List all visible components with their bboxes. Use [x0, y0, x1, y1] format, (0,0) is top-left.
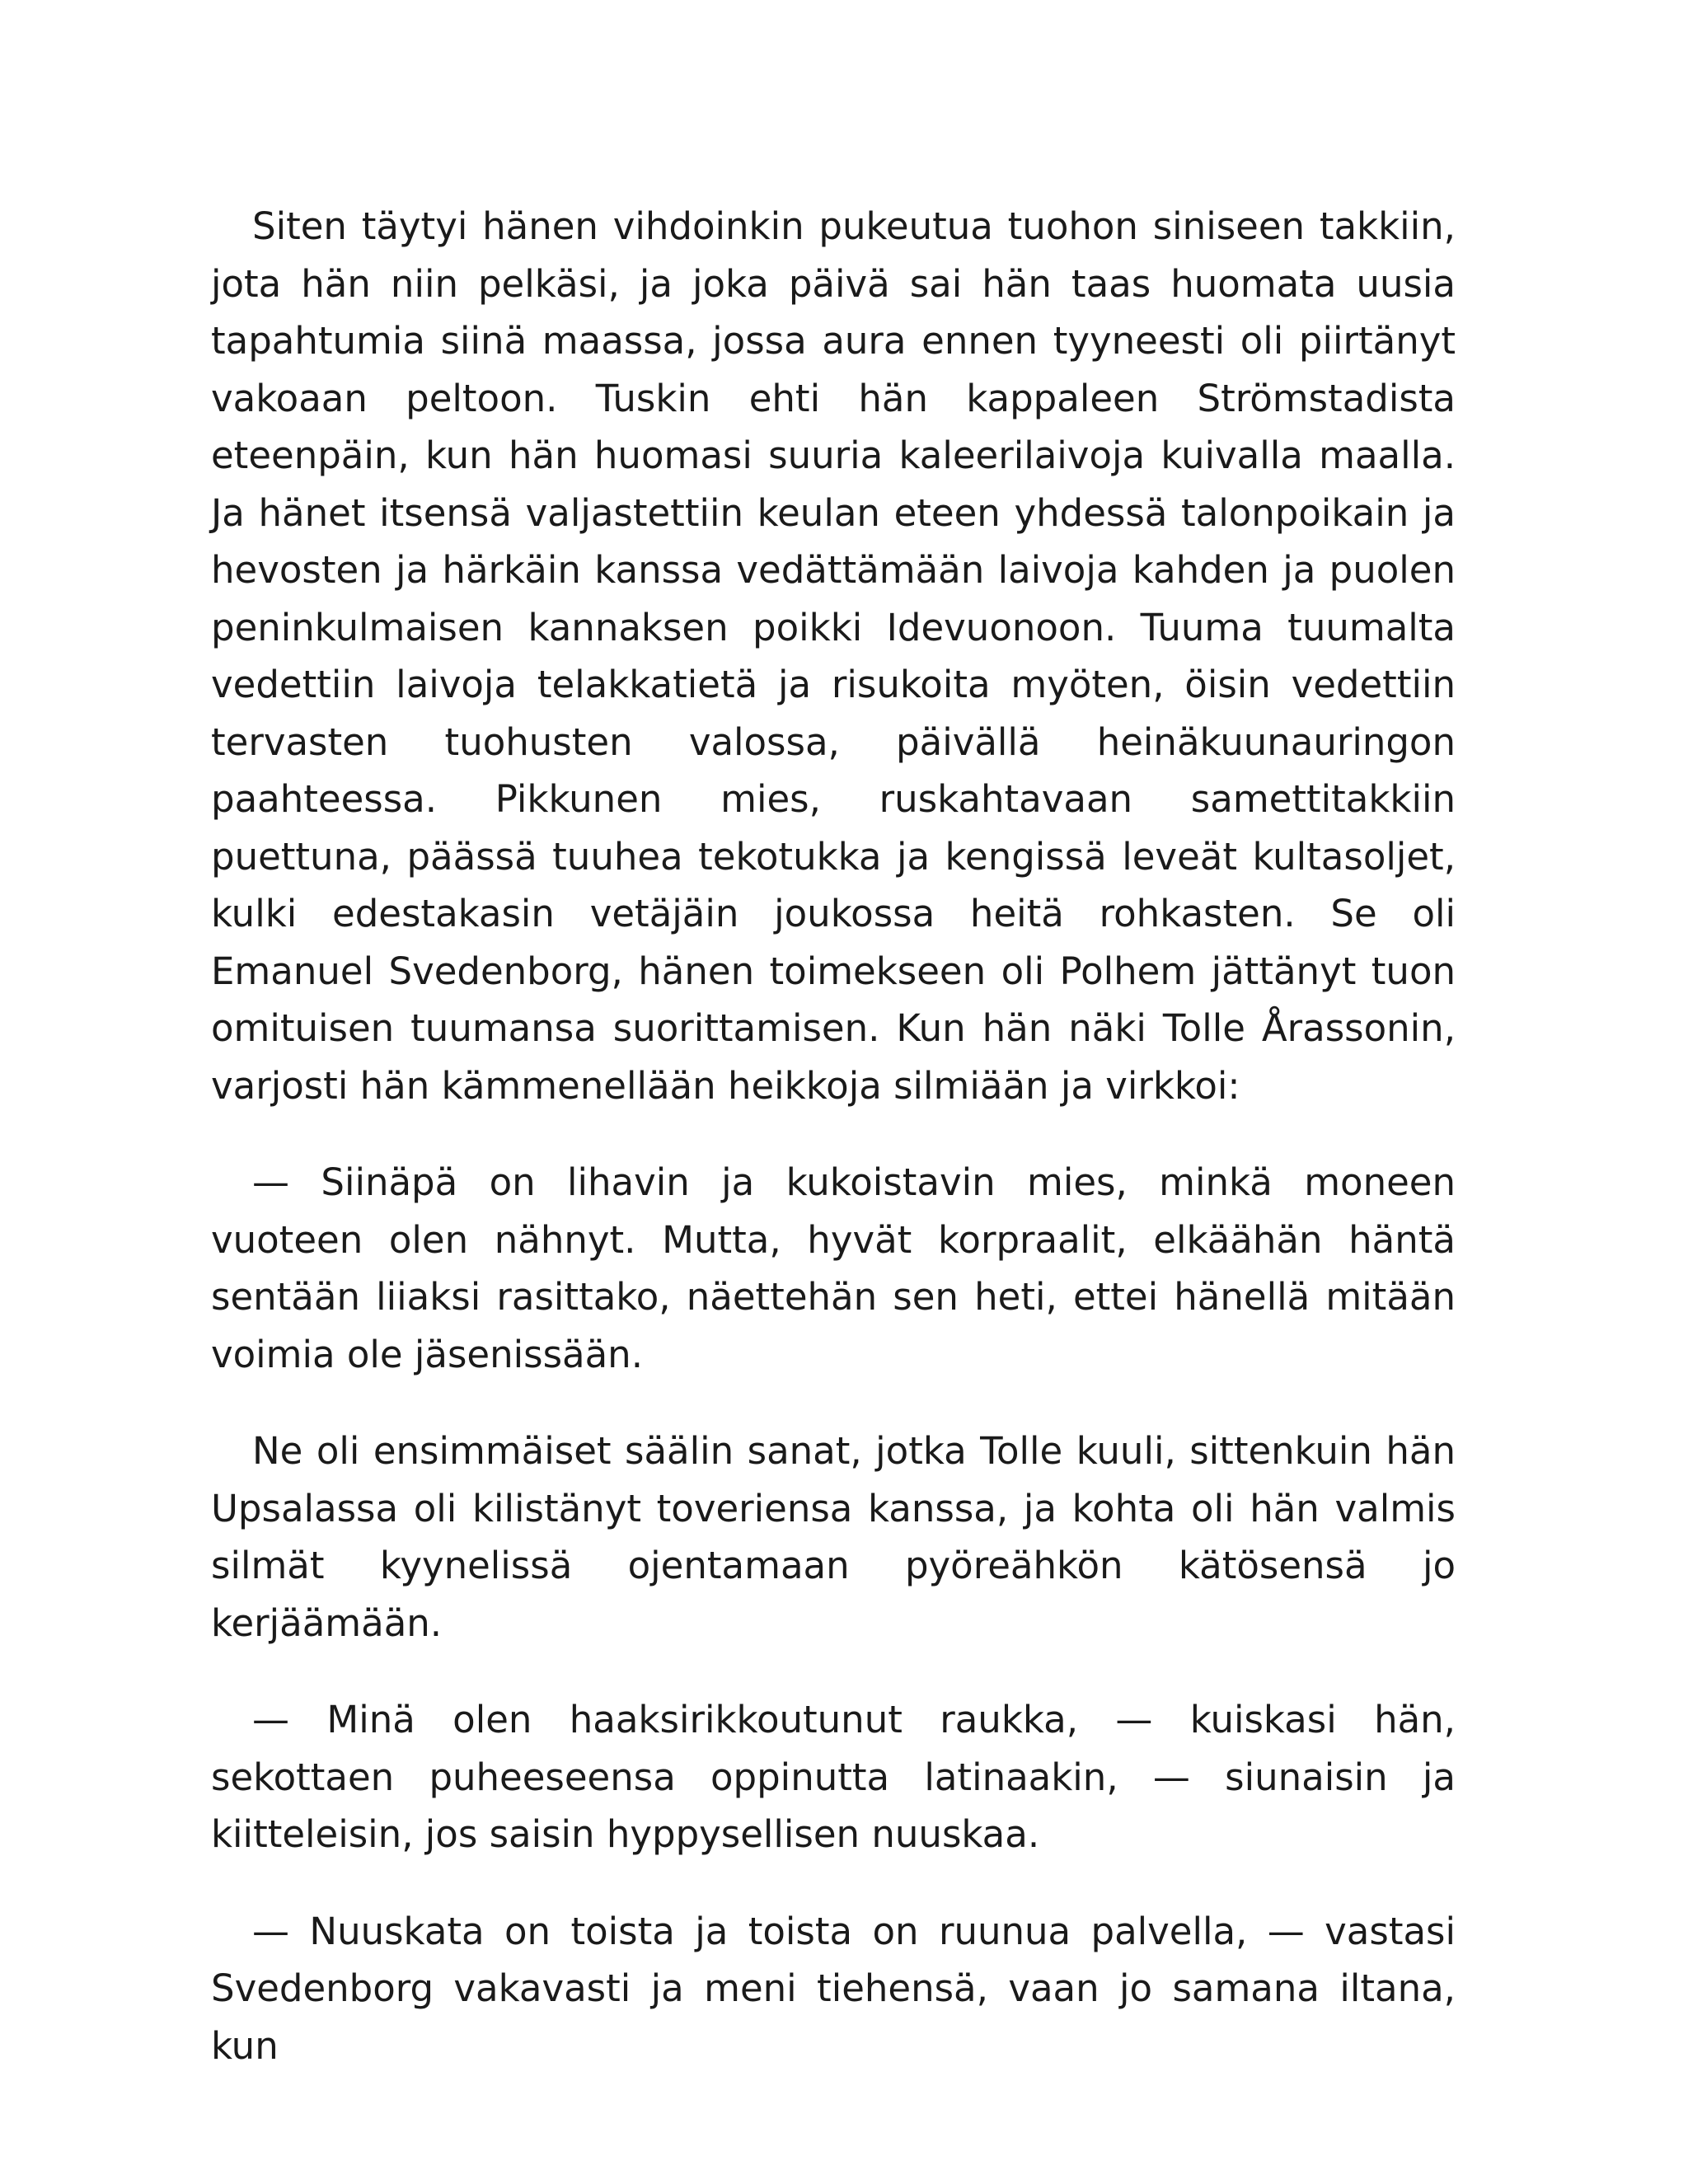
paragraph: — Minä olen haaksirikkoutunut raukka, — kuiskasi hän, sekottaen puheeseensa oppinutta latinaakin, — siunaisin ja kiitteleisin, jos saisin hyppysellisen nuuskaa.: [211, 1698, 1456, 1856]
paragraph: — Siinäpä on lihavin ja kukoistavin mies, minkä moneen vuoteen olen nähnyt. Mutta, hyvät korpraalit, elkäähän häntä sentään liiaksi rasittako, näettehän sen heti, ettei hänellä mitään voimia ole jäsenissään.: [211, 1160, 1456, 1376]
paragraph: Siten täytyi hänen vihdoinkin pukeutua tuohon siniseen takkiin, jota hän niin pelkäsi, ja joka päivä sai hän taas huomata uusia tapahtumia siinä maassa, jossa aura ennen tyyneesti oli piirtänyt vakoaan peltoon. Tuskin ehti hän kappaleen Strömstadista eteenpäin, kun hän huomasi suuria kaleerilaivoja kuivalla maalla. Ja hänet itsensä valjastettiin keulan eteen yhdessä talonpoikain ja hevosten ja härkäin kanssa vedättämään laivoja kahden ja puolen peninkulmaisen kannaksen poikki Idevuonoon. Tuuma tuumalta vedettiin laivoja telakkatietä ja risukoita myöten, öisin vedettiin tervasten tuohusten valossa, päivällä heinäkuunauringon paahteessa. Pikkunen mies, ruskahtavaan samettitakkiin puettuna, päässä tuuhea tekotukka ja kengissä leveät kultasoljet, kulki edestakasin vetäjäin joukossa heitä rohkasten. Se oli Emanuel Svedenborg, hänen toimekseen oli Polhem jättänyt tuon omituisen tuumansa suorittamisen. Kun hän näki Tolle Årassonin, varjosti hän kämmenellään heikkoja silmiään ja virkkoi:: [211, 204, 1456, 1108]
page-text: [211, 198, 1456, 2074]
paragraph: Ne oli ensimmäiset säälin sanat, jotka Tolle kuuli, sittenkuin hän Upsalassa oli kilistänyt toveriensa kanssa, ja kohta oli hän valmis silmät kyynelissä ojentamaan pyöreähkön kätösensä jo kerjäämään.: [211, 1429, 1456, 1645]
paragraph: — Nuuskata on toista ja toista on ruunua palvella, — vastasi Svedenborg vakavasti ja meni tiehensä, vaan jo samana iltana, kun: [211, 1909, 1456, 2068]
